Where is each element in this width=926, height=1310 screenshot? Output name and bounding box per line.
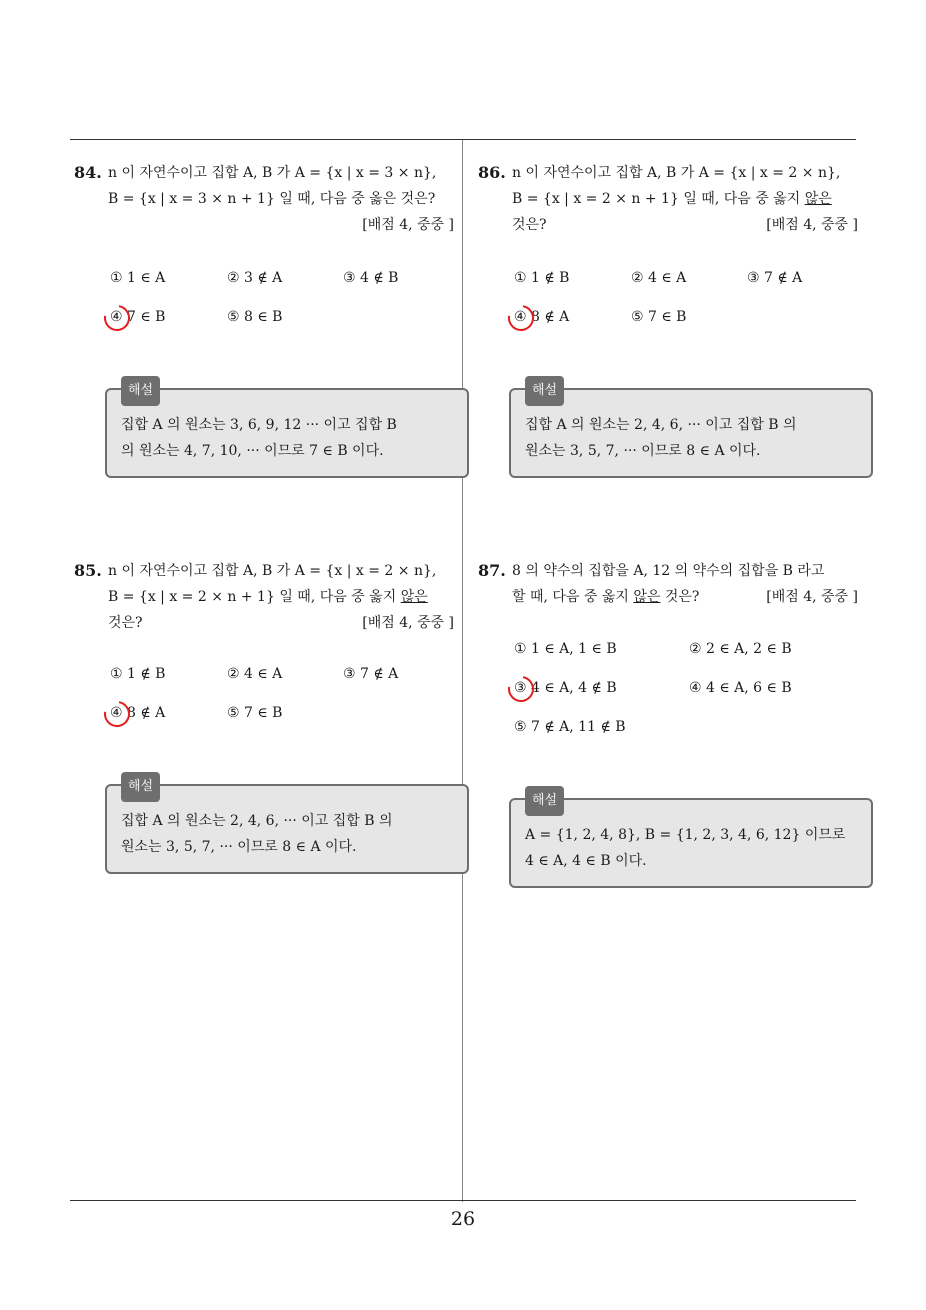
choice-5[interactable]: ⑤ 7 ∈ B (227, 705, 283, 721)
question-line: B = {x | x = 2 × n + 1} 일 때, 다음 중 옳지 않은 (512, 191, 832, 207)
solution-line: A = {1, 2, 4, 8}, B = {1, 2, 3, 4, 6, 12} 이므로 (525, 827, 846, 843)
choice-5[interactable]: ⑤ 7 ∈ B (631, 309, 687, 325)
solution-line: 집합 A 의 원소는 2, 4, 6, ··· 이고 집합 B 의 (121, 813, 393, 829)
question-line: n 이 자연수이고 집합 A, B 가 A = {x | x = 2 × n}, (108, 563, 437, 579)
choice-1[interactable]: ① 1 ∉ B (514, 270, 570, 286)
choice-1[interactable]: ① 1 ∉ B (110, 666, 166, 682)
score-meta: [배점 4, 중중 ] (766, 217, 858, 233)
choice-2[interactable]: ② 3 ∉ A (227, 270, 283, 286)
choice-2[interactable]: ② 2 ∈ A, 2 ∈ B (689, 641, 792, 657)
choice-4[interactable]: ④ 8 ∉ A (110, 705, 165, 721)
choice-4[interactable]: ④ 7 ∈ B (110, 309, 165, 325)
score-meta: [배점 4, 중중 ] (766, 589, 858, 605)
question-line: 할 때, 다음 중 옳지 않은 것은? (512, 589, 700, 605)
solution-line: 4 ∈ A, 4 ∈ B 이다. (525, 853, 647, 869)
choice-2[interactable]: ② 4 ∈ A (631, 270, 687, 286)
choice-2[interactable]: ② 4 ∈ A (227, 666, 283, 682)
problem-number: 85. (74, 561, 102, 580)
choice-5[interactable]: ⑤ 7 ∉ A, 11 ∉ B (514, 719, 626, 735)
score-meta: [배점 4, 중중 ] (362, 615, 454, 631)
choice-3[interactable]: ③ 7 ∉ A (747, 270, 803, 286)
header-rule (70, 139, 856, 140)
problem-85 (74, 558, 454, 636)
solution-line: 원소는 3, 5, 7, ··· 이므로 8 ∈ A 이다. (525, 443, 761, 459)
page-number: 26 (450, 1208, 476, 1230)
choice-5[interactable]: ⑤ 8 ∈ B (227, 309, 283, 325)
solution-line: 집합 A 의 원소는 3, 6, 9, 12 ··· 이고 집합 B (121, 417, 397, 433)
solution-label: 해설 (121, 772, 160, 802)
solution-label: 해설 (121, 376, 160, 406)
question-line: 것은? (512, 217, 547, 233)
solution-label: 해설 (525, 376, 564, 406)
footer-rule (70, 1200, 856, 1201)
underlined-word: 않은 (804, 191, 832, 207)
solution-box-87 (509, 793, 873, 888)
choice-4[interactable]: ④ 4 ∈ A, 6 ∈ B (689, 680, 792, 696)
underlined-word: 않은 (633, 589, 661, 605)
score-meta: [배점 4, 중중 ] (362, 217, 454, 233)
question-line: 8 의 약수의 집합을 A, 12 의 약수의 집합을 B 라고 (512, 563, 825, 579)
solution-line: 원소는 3, 5, 7, ··· 이므로 8 ∈ A 이다. (121, 839, 357, 855)
question-line: n 이 자연수이고 집합 A, B 가 A = {x | x = 3 × n}, (108, 165, 437, 181)
choices-86 (514, 270, 874, 348)
choice-3[interactable]: ③ 4 ∉ B (343, 270, 399, 286)
question-line: B = {x | x = 3 × n + 1} 일 때, 다음 중 옳은 것은? (108, 191, 436, 207)
question-line: 것은? (108, 615, 143, 631)
question-line: B = {x | x = 2 × n + 1} 일 때, 다음 중 옳지 않은 (108, 589, 428, 605)
choices-85 (110, 666, 470, 744)
solution-line: 의 원소는 4, 7, 10, ··· 이므로 7 ∈ B 이다. (121, 443, 384, 459)
choice-1[interactable]: ① 1 ∈ A (110, 270, 166, 286)
choices-87 (514, 641, 874, 758)
solution-box-86 (509, 383, 873, 478)
choice-3[interactable]: ③ 4 ∈ A, 4 ∉ B (514, 680, 617, 696)
solution-line: 집합 A 의 원소는 2, 4, 6, ··· 이고 집합 B 의 (525, 417, 797, 433)
choice-4[interactable]: ④ 8 ∉ A (514, 309, 569, 325)
solution-label: 해설 (525, 786, 564, 816)
problem-number: 86. (478, 163, 506, 182)
question-line: n 이 자연수이고 집합 A, B 가 A = {x | x = 2 × n}, (512, 165, 841, 181)
solution-box-84 (105, 383, 469, 478)
choices-84 (110, 270, 470, 348)
problem-87 (478, 558, 858, 610)
choice-1[interactable]: ① 1 ∈ A, 1 ∈ B (514, 641, 617, 657)
problem-84 (74, 160, 454, 238)
choice-3[interactable]: ③ 7 ∉ A (343, 666, 399, 682)
solution-box-85 (105, 779, 469, 874)
problem-86 (478, 160, 858, 238)
problem-number: 87. (478, 561, 506, 580)
problem-number: 84. (74, 163, 102, 182)
underlined-word: 않은 (400, 589, 428, 605)
